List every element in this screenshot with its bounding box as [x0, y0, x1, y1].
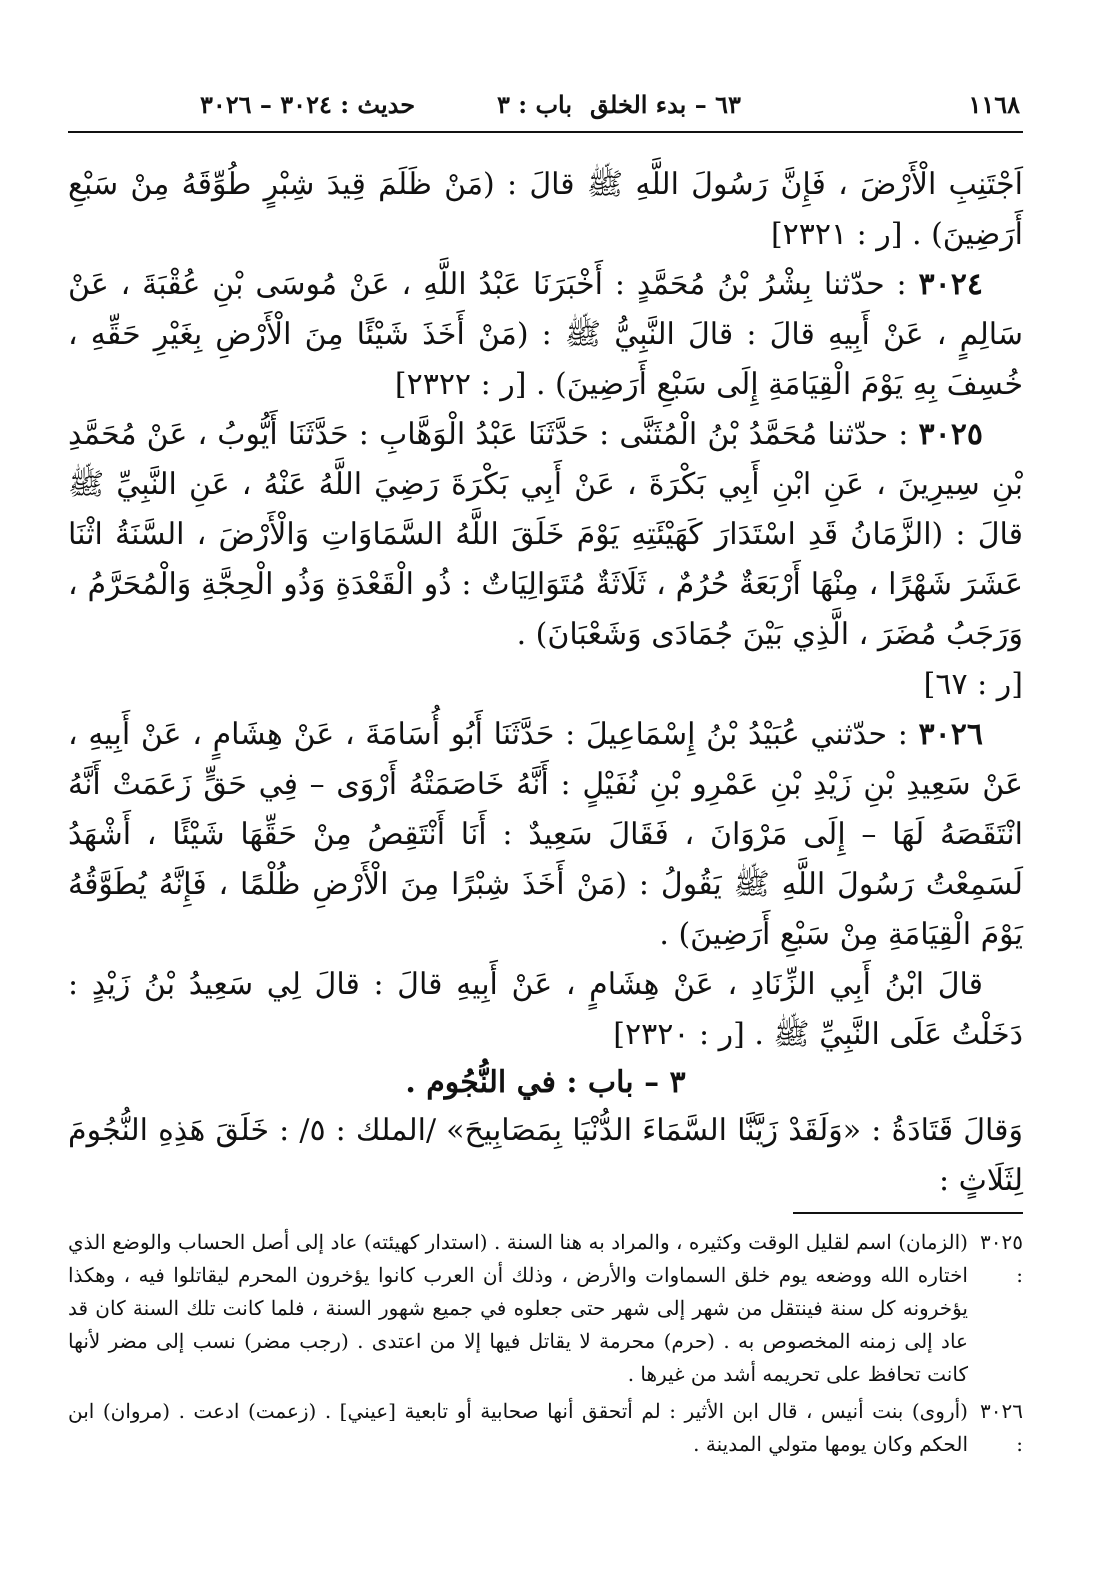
footnote-number: ٣٠٢٦ :: [980, 1399, 1023, 1456]
paragraph: وَقالَ قَتَادَةُ : «وَلَقَدْ زَيَّنَّا السَّمَاءَ الدُّنْيَا بِمَصَابِيحَ» /الملك : ٥/ : خَلَقَ هَذِهِ النُّجُومَ لِثَلَاثٍ :: [68, 1113, 1023, 1198]
chapter-label: باب : ٣: [497, 90, 573, 119]
footnote: [68, 1226, 1023, 1391]
hadith-3026-continuation: قالَ ابْنُ أَبِي الزِّنَادِ ، عَنْ هِشَامٍ ، عَنْ أَبِيهِ قالَ : قالَ لِي سَعِيدُ بْنُ زَيْدٍ : دَخَلْتُ عَلَى النَّبِيِّ ﷺ . [ر : ٢٣٢٠]: [68, 967, 1023, 1052]
footnote-text: (الزمان) اسم لقليل الوقت وكثيره ، والمراد به هنا السنة . (استدار كهيئته) عاد إلى أصل الحساب والوضع الذي اختاره الله ووضعه يوم خلق السماوات والأرض ، وذلك أن العرب كانوا يؤخرون المحرم ليقاتلوا فيه ، وهكذا يؤخرونه كل سنة فينتقل من شهر إلى شهر حتى جعلوه في جميع شهور السنة ، فلما كانت تلك السنة كان قد عاد إلى زمنه المخصوص به . (حرم) محرمة لا يقاتل فيها إلا من اعتدى . (رجب مضر) نسب إلى مضر لأنها كانت تحافظ على تحريمه أشد من غيرها .: [68, 1230, 968, 1386]
hadith-text: : حدّثنا بِشْرُ بْنُ مُحَمَّدٍ : أَخْبَرَنَا عَبْدُ اللَّهِ ، عَنْ مُوسَى بْنِ عُقْبَةَ ، عَنْ سَالِمٍ ، عَنْ أَبِيهِ قالَ : قالَ النَّبِيُّ ﷺ : (مَنْ أَخَذَ شَيْئًا مِنَ الْأَرْضِ بِغَيْرِ حَقِّهِ ، خُسِفَ بِهِ يَوْمَ الْقِيَامَةِ إِلَى سَبْعِ أَرَضِينَ) . [ر : ٢٣٢٢]: [68, 267, 1023, 402]
chapter-heading: ٣ – باب : في النُّجُوم .: [405, 1065, 686, 1100]
hadith-number: ٣٠٢٦: [918, 717, 983, 752]
hadith-number: ٣٠٢٥: [918, 417, 983, 452]
cross-reference: [ر : ٢٣٢١]: [770, 217, 903, 252]
footnote-number: ٣٠٢٥ :: [980, 1230, 1023, 1287]
footnote-divider: [793, 1212, 1023, 1214]
page-header: [70, 84, 1020, 124]
hadith-text: : حدّثنا مُحَمَّدُ بْنُ الْمُثَنَّى : حَدَّثَنَا عَبْدُ الْوَهَّابِ : حَدَّثَنَا أَيُّوبُ ، عَنْ مُحَمَّدِ بْنِ سِيرِينَ ، عَنِ ابْنِ أَبِي بَكْرَةَ ، عَنْ أَبِي بَكْرَةَ رَضِيَ اللَّهُ عَنْهُ ، عَنِ النَّبِيِّ ﷺ قالَ : (الزَّمَانُ قَدِ اسْتَدَارَ كَهَيْئَتِهِ يَوْمَ خَلَقَ اللَّهُ السَّمَاوَاتِ وَالْأَرْضَ ، السَّنَةُ اثْنَا عَشَرَ شَهْرًا ، مِنْهَا أَرْبَعَةٌ حُرُمٌ ، ثَلَاثَةٌ مُتَوَالِيَاتٌ : ذُو الْقَعْدَةِ وَذُو الْحِجَّةِ وَالْمُحَرَّمُ ، وَرَجَبُ مُضَرَ ، الَّذِي بَيْنَ جُمَادَى وَشَعْبَانَ) .: [68, 417, 1023, 652]
hadith-number: ٣٠٢٤: [918, 267, 983, 302]
page-number: ١١٦٨: [968, 90, 1020, 119]
hadith-text: : حدّثني عُبَيْدُ بْنُ إِسْمَاعِيلَ : حَدَّثَنَا أَبُو أُسَامَةَ ، عَنْ هِشَامٍ ، عَنْ أَبِيهِ ، عَنْ سَعِيدِ بْنِ زَيْدِ بْنِ عَمْرِو بْنِ نُفَيْلٍ : أَنَّهُ خَاصَمَتْهُ أَرْوَى – فِي حَقٍّ زَعَمَتْ أَنَّهُ انْتَقَصَهُ لَهَا – إِلَى مَرْوَانَ ، فَقَالَ سَعِيدٌ : أَنَا أَنْتَقِصُ مِنْ حَقِّهَا شَيْئًا ، أَشْهَدُ لَسَمِعْتُ رَسُولَ اللَّهِ ﷺ يَقُولُ : (مَنْ أَخَذَ شِبْرًا مِنَ الْأَرْضِ ظُلْمًا ، فَإِنَّهُ يُطَوَّقُهُ يَوْمَ الْقِيَامَةِ مِنْ سَبْعِ أَرَضِينَ) .: [68, 717, 1023, 952]
cross-reference: [ر : ٦٧]: [923, 667, 1023, 702]
hadith-3026: [68, 710, 1023, 960]
footnote-text: (أروى) بنت أنيس ، قال ابن الأثير : لم أتحقق أنها صحابية أو تابعية [عيني] . (زعمت) ادعت . (مروان) ابن الحكم وكان يومها متولي المدينة .: [68, 1399, 968, 1456]
footnotes: [68, 1226, 1023, 1465]
header-divider: [68, 131, 1023, 133]
hadith-range: حديث : ٣٠٢٤ – ٣٠٢٦: [200, 90, 416, 119]
hadith-3024: [68, 260, 1023, 410]
book-title: ٦٣ – بدء الخلق: [590, 90, 741, 119]
hadith-3025: [68, 410, 1023, 660]
main-text: [68, 160, 1023, 1206]
footnote: [68, 1395, 1023, 1461]
paragraph-continuation: اَجْتَنِبِ الْأَرْضَ ، فَإِنَّ رَسُولَ اللَّهِ ﷺ قالَ : (مَنْ ظَلَمَ قِيدَ شِبْرٍ طُوِّقَهُ مِنْ سَبْعِ أَرَضِينَ) . [ر : ٢٣٢١]: [68, 167, 1023, 252]
